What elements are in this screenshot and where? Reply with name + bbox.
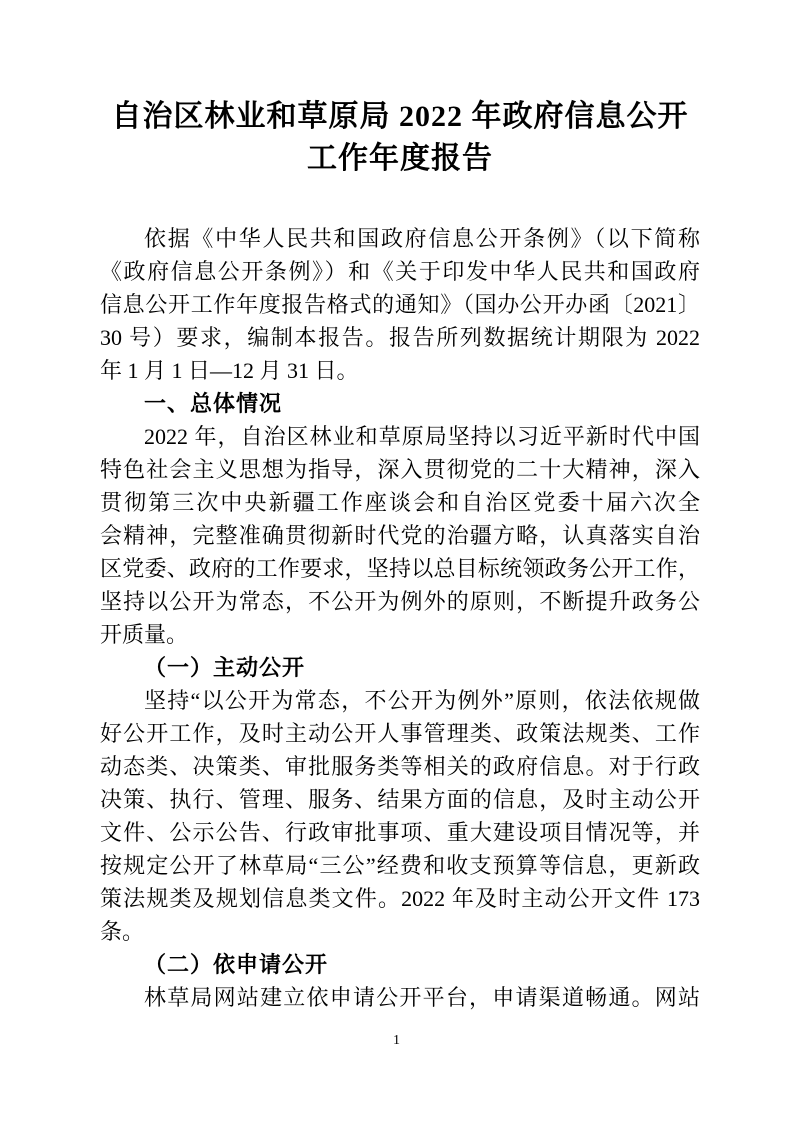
paragraph-block: [100, 222, 700, 387]
page-number: 1: [393, 1033, 400, 1048]
document-title: [100, 96, 700, 180]
paragraph-block: [100, 981, 700, 1014]
text-line: 动态类、决策类、审批服务类等相关的政府信息。对于行政: [100, 754, 700, 779]
heading-block: [100, 387, 700, 420]
text-line: 2022 年，自治区林业和草原局坚持以习近平新时代中国: [144, 424, 700, 449]
page-footer: [0, 1030, 793, 1052]
paragraph-block: [100, 684, 700, 948]
text-line: 决策、执行、管理、服务、结果方面的信息，及时主动公开: [100, 787, 700, 812]
text-line: 林草局网站建立依申请公开平台，申请渠道畅通。网站: [144, 985, 700, 1010]
text-line: 好公开工作，及时主动公开人事管理类、政策法规类、工作: [100, 721, 700, 746]
text-line: 贯彻第三次中央新疆工作座谈会和自治区党委十届六次全: [100, 490, 700, 515]
text-line: 区党委、政府的工作要求，坚持以总目标统领政务公开工作，: [100, 556, 700, 581]
paragraph-block: [100, 420, 700, 651]
text-line: 文件、公示公告、行政审批事项、重大建设项目情况等，并: [100, 820, 700, 845]
text-line: 依据《中华人民共和国政府信息公开条例》（以下简称: [144, 226, 700, 251]
heading-line: （二）依申请公开: [144, 952, 329, 977]
document-title-line-1: 自治区林业和草原局 2022 年政府信息公开: [111, 100, 689, 133]
document-title-line-2: 工作年度报告: [307, 142, 493, 175]
heading-line: 一、总体情况: [144, 391, 283, 416]
text-line: 开质量。: [100, 622, 189, 647]
heading-line: （一）主动公开: [144, 655, 306, 680]
text-line: 按规定公开了林草局“三公”经费和收支预算等信息，更新政: [100, 853, 700, 878]
text-line: 特色社会主义思想为指导，深入贯彻党的二十大精神，深入: [100, 457, 700, 482]
text-line: 策法规类及规划信息类文件。2022 年及时主动公开文件 173: [100, 886, 700, 911]
text-line: 坚持“以公开为常态，不公开为例外”原则，依法依规做: [144, 688, 700, 713]
document-body: [100, 222, 700, 1014]
text-line: 会精神，完整准确贯彻新时代党的治疆方略，认真落实自治: [100, 523, 700, 548]
text-line: 30 号）要求，编制本报告。报告所列数据统计期限为 2022: [100, 325, 700, 350]
heading-block: [100, 651, 700, 684]
text-line: 年 1 月 1 日—12 月 31 日。: [100, 358, 359, 383]
text-line: 《政府信息公开条例》）和《关于印发中华人民共和国政府: [100, 259, 700, 284]
text-line: 信息公开工作年度报告格式的通知》（国办公开办函〔2021〕: [100, 292, 700, 317]
text-line: 坚持以公开为常态，不公开为例外的原则，不断提升政务公: [100, 589, 700, 614]
text-line: 条。: [100, 919, 145, 944]
heading-block: [100, 948, 700, 981]
